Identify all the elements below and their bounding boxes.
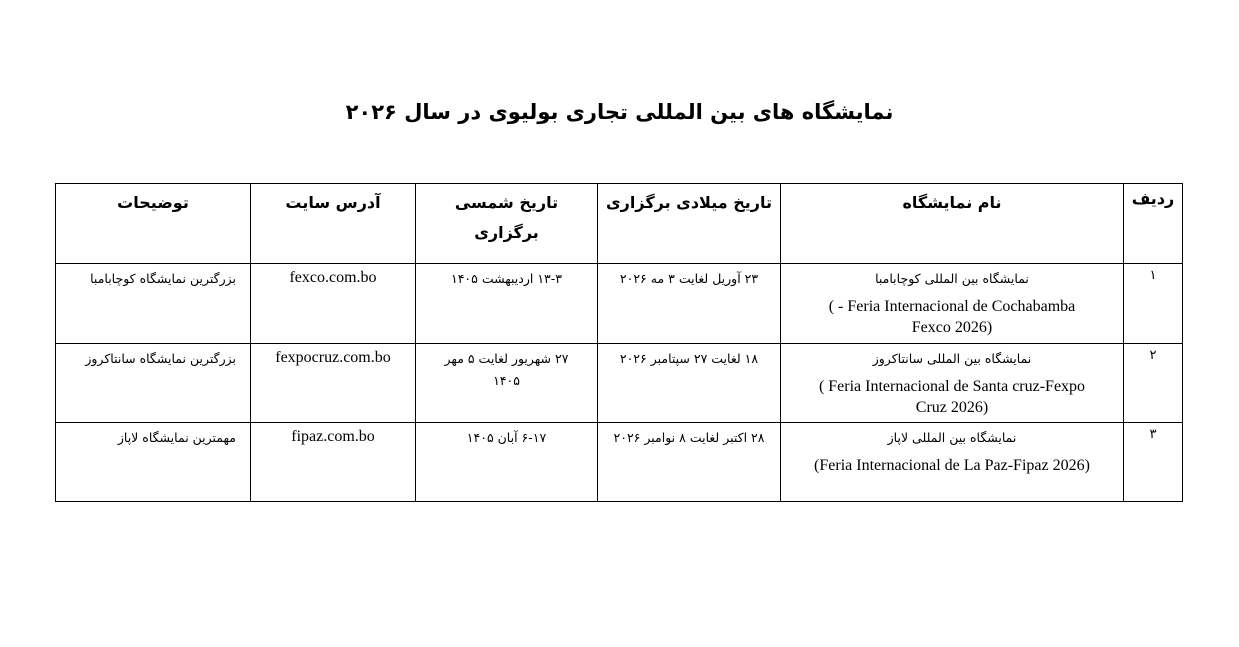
fair-name-fa: نمایشگاه بین المللی سانتاکروز — [872, 351, 1032, 366]
fair-name-en-line1: Feria Internacional de Cochabamba - ) — [828, 298, 1076, 315]
header-solar-date-line1: تاریخ شمسی — [454, 193, 559, 212]
table-row — [56, 423, 1183, 502]
fair-name-fa: نمایشگاه بین المللی کوچابامبا — [875, 271, 1029, 286]
table-header-row — [56, 184, 1183, 264]
row-number: ۳ — [1124, 423, 1183, 502]
header-notes: توضیحات — [56, 184, 251, 264]
fair-name-en-line2: (Fexco 2026 — [911, 319, 993, 336]
solar-date-line2: ۱۴۰۵ — [493, 373, 520, 388]
row-number: ۲ — [1124, 344, 1183, 423]
header-gregorian-date: تاریخ میلادی برگزاری — [598, 184, 781, 264]
fair-name-cell — [781, 264, 1124, 344]
gregorian-date-cell: ۱۸ لغایت ۲۷ سپتامبر ۲۰۲۶ — [598, 344, 781, 423]
notes-cell: بزرگترین نمایشگاه سانتاکروز — [56, 344, 251, 423]
fair-name-cell — [781, 423, 1124, 502]
table-row — [56, 264, 1183, 344]
header-fair-name: نام نمایشگاه — [781, 184, 1124, 264]
solar-date-cell — [416, 264, 598, 344]
fair-name-fa: نمایشگاه بین المللی لاپاز — [887, 430, 1017, 445]
row-number: ۱ — [1124, 264, 1183, 344]
solar-date-cell — [416, 344, 598, 423]
page-title: نمایشگاه های بین المللی تجاری بولیوی در سال ۲۰۲۶ — [345, 100, 894, 124]
website-cell: fexco.com.bo — [251, 264, 416, 344]
website-cell: fexpocruz.com.bo — [251, 344, 416, 423]
gregorian-date-cell: ۲۸ اکتبر لغایت ۸ نوامبر ۲۰۲۶ — [598, 423, 781, 502]
fair-name-cell — [781, 344, 1124, 423]
table-row — [56, 344, 1183, 423]
solar-date-line1: ۶-۱۷ آبان ۱۴۰۵ — [466, 430, 547, 445]
fair-name-en-line1: (Feria Internacional de La Paz-Fipaz 2026) — [814, 457, 1090, 474]
solar-date-line1: ۲۷ شهریور لغایت ۵ مهر — [444, 351, 569, 366]
notes-cell: بزرگترین نمایشگاه کوچابامبا — [56, 264, 251, 344]
website-cell: fipaz.com.bo — [251, 423, 416, 502]
gregorian-date-cell: ۲۳ آوریل لغایت ۳ مه ۲۰۲۶ — [598, 264, 781, 344]
fair-name-en-line1: Feria Internacional de Santa cruz-Fexpo ) — [818, 378, 1086, 395]
header-row-number: ردیف — [1124, 184, 1183, 264]
fairs-table — [55, 183, 1183, 502]
notes-cell: مهمترین نمایشگاه لاپاز — [56, 423, 251, 502]
solar-date-cell — [416, 423, 598, 502]
fair-name-en-line2: (2026 Cruz — [915, 399, 989, 416]
header-solar-date — [416, 184, 598, 264]
header-solar-date-line2: برگزاری — [474, 223, 539, 242]
header-website: آدرس سایت — [251, 184, 416, 264]
solar-date-line1: ۱۳-۳ اردیبهشت ۱۴۰۵ — [451, 271, 562, 286]
